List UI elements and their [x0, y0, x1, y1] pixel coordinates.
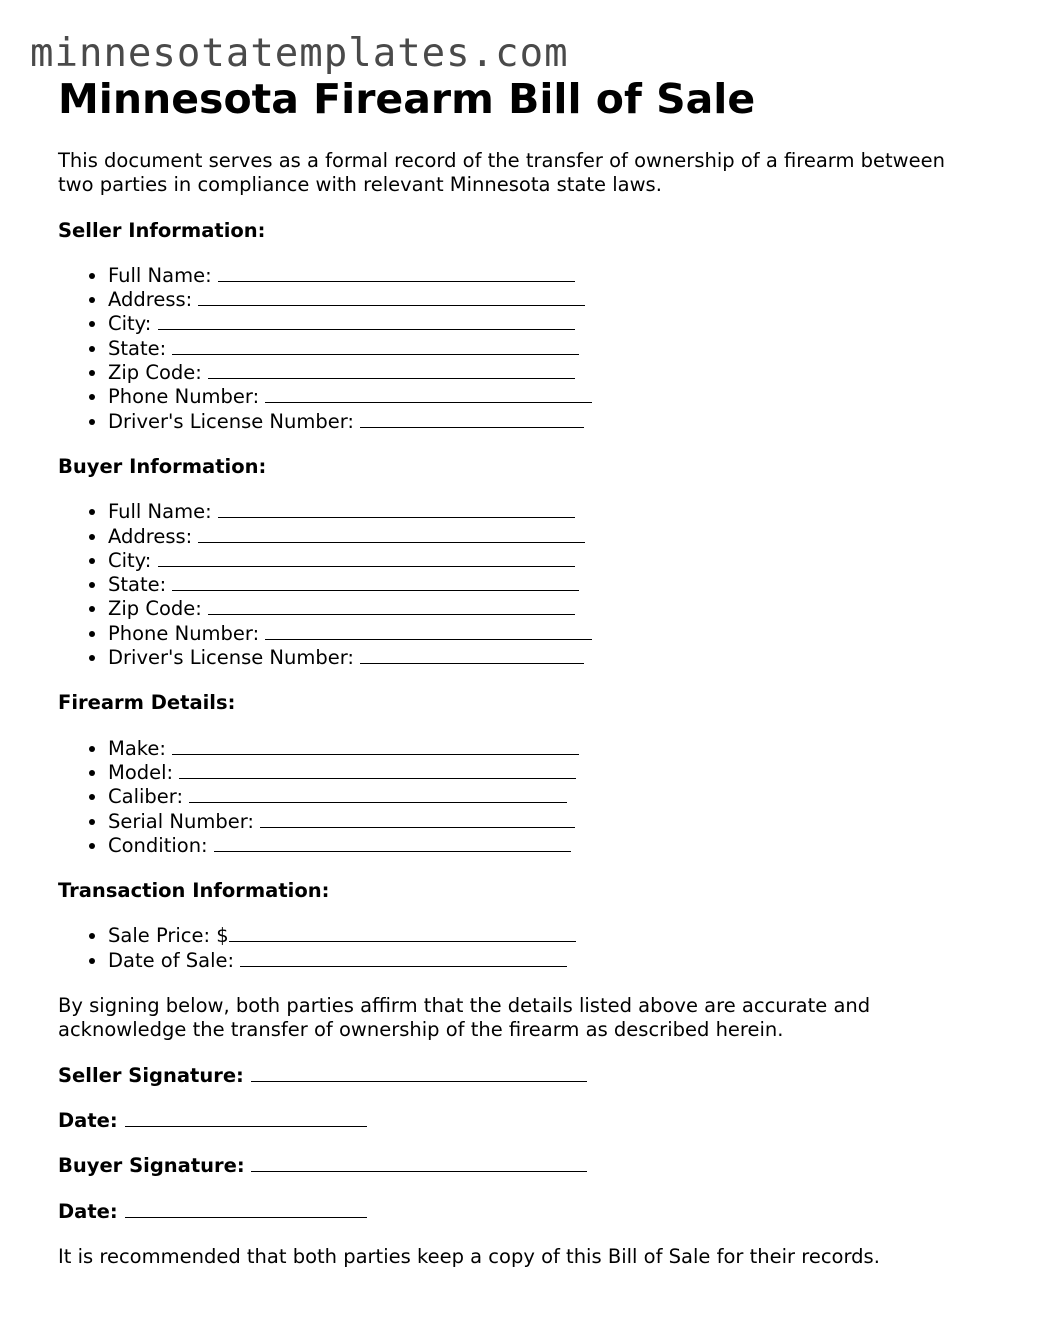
fill-line[interactable] — [125, 1109, 367, 1127]
seller-zip-field — [108, 361, 978, 385]
fill-line[interactable] — [218, 264, 575, 282]
field-label: Phone Number: — [108, 385, 260, 409]
transaction-heading: Transaction Information: — [58, 879, 330, 903]
seller-date-line — [58, 1109, 978, 1133]
seller-signature-line — [58, 1064, 978, 1088]
fill-line[interactable] — [172, 337, 579, 355]
fill-line[interactable] — [240, 949, 567, 967]
fill-line[interactable] — [208, 361, 575, 379]
buyer-state-field — [108, 573, 978, 597]
field-label: City: — [108, 548, 152, 572]
document-body — [58, 149, 978, 1269]
firearm-make-field — [108, 737, 978, 761]
seller-phone-field — [108, 385, 978, 409]
firearm-serial-field — [108, 810, 978, 834]
fill-line[interactable] — [229, 924, 576, 942]
fill-line[interactable] — [125, 1200, 367, 1218]
firearm-condition-field — [108, 834, 978, 858]
buyer-fields-list — [58, 500, 978, 670]
fill-line[interactable] — [265, 385, 592, 403]
field-label: Driver's License Number: — [108, 646, 354, 670]
field-label: Address: — [108, 288, 193, 312]
fill-line[interactable] — [208, 597, 575, 615]
field-label: Date of Sale: — [108, 948, 235, 972]
firearm-heading: Firearm Details: — [58, 691, 236, 715]
date-label: Date: — [58, 1108, 118, 1132]
field-label: Sale Price: $ — [108, 924, 229, 948]
fill-line[interactable] — [198, 525, 585, 543]
field-label: Condition: — [108, 833, 208, 857]
field-label: Zip Code: — [108, 361, 202, 385]
buyer-license-field — [108, 646, 978, 670]
sale-price-field — [108, 924, 978, 948]
field-label: Model: — [108, 760, 174, 784]
fill-line[interactable] — [172, 573, 579, 591]
intro-paragraph: This document serves as a formal record of the transfer of ownership of a firearm between two parties in compliance with relevant Minnesota state laws. — [58, 149, 945, 197]
field-label: Caliber: — [108, 785, 184, 809]
seller-license-field — [108, 410, 978, 434]
closing-note: It is recommended that both parties keep a copy of this Bill of Sale for their records. — [58, 1244, 880, 1268]
fill-line[interactable] — [179, 761, 576, 779]
affirmation-paragraph: By signing below, both parties affirm that the details listed above are accurate and acknowledge the transfer of ownership of the firearm as described herein. — [58, 994, 871, 1042]
field-label: State: — [108, 336, 167, 360]
field-label: Full Name: — [108, 500, 212, 524]
buyer-address-field — [108, 525, 978, 549]
seller-heading: Seller Information: — [58, 218, 266, 242]
seller-city-field — [108, 312, 978, 336]
fill-line[interactable] — [265, 622, 592, 640]
buyer-phone-field — [108, 622, 978, 646]
firearm-fields-list — [58, 737, 978, 858]
field-label: Address: — [108, 524, 193, 548]
seller-full-name-field — [108, 264, 978, 288]
date-of-sale-field — [108, 949, 978, 973]
fill-line[interactable] — [218, 500, 575, 518]
fill-line[interactable] — [360, 410, 584, 428]
fill-line[interactable] — [251, 1064, 587, 1082]
seller-fields-list — [58, 264, 978, 434]
buyer-date-line — [58, 1200, 978, 1224]
fill-line[interactable] — [251, 1154, 587, 1172]
buyer-full-name-field — [108, 500, 978, 524]
date-label: Date: — [58, 1199, 118, 1223]
field-label: Serial Number: — [108, 809, 254, 833]
fill-line[interactable] — [189, 785, 567, 803]
transaction-fields-list — [58, 924, 978, 973]
field-label: City: — [108, 312, 152, 336]
field-label: Full Name: — [108, 263, 212, 287]
fill-line[interactable] — [360, 646, 584, 664]
fill-line[interactable] — [198, 288, 585, 306]
fill-line[interactable] — [214, 834, 571, 852]
firearm-caliber-field — [108, 785, 978, 809]
signature-label: Buyer Signature: — [58, 1154, 245, 1178]
field-label: Driver's License Number: — [108, 409, 354, 433]
buyer-zip-field — [108, 597, 978, 621]
field-label: Zip Code: — [108, 597, 202, 621]
fill-line[interactable] — [158, 312, 575, 330]
seller-state-field — [108, 337, 978, 361]
seller-address-field — [108, 288, 978, 312]
buyer-signature-line — [58, 1154, 978, 1178]
signature-label: Seller Signature: — [58, 1063, 244, 1087]
fill-line[interactable] — [158, 549, 575, 567]
field-label: Make: — [108, 736, 166, 760]
field-label: Phone Number: — [108, 621, 260, 645]
site-watermark: minnesotatemplates.com — [30, 31, 569, 76]
firearm-model-field — [108, 761, 978, 785]
field-label: State: — [108, 573, 167, 597]
buyer-heading: Buyer Information: — [58, 454, 267, 478]
document-title: Minnesota Firearm Bill of Sale — [58, 75, 756, 123]
buyer-city-field — [108, 549, 978, 573]
fill-line[interactable] — [260, 810, 575, 828]
fill-line[interactable] — [172, 737, 579, 755]
